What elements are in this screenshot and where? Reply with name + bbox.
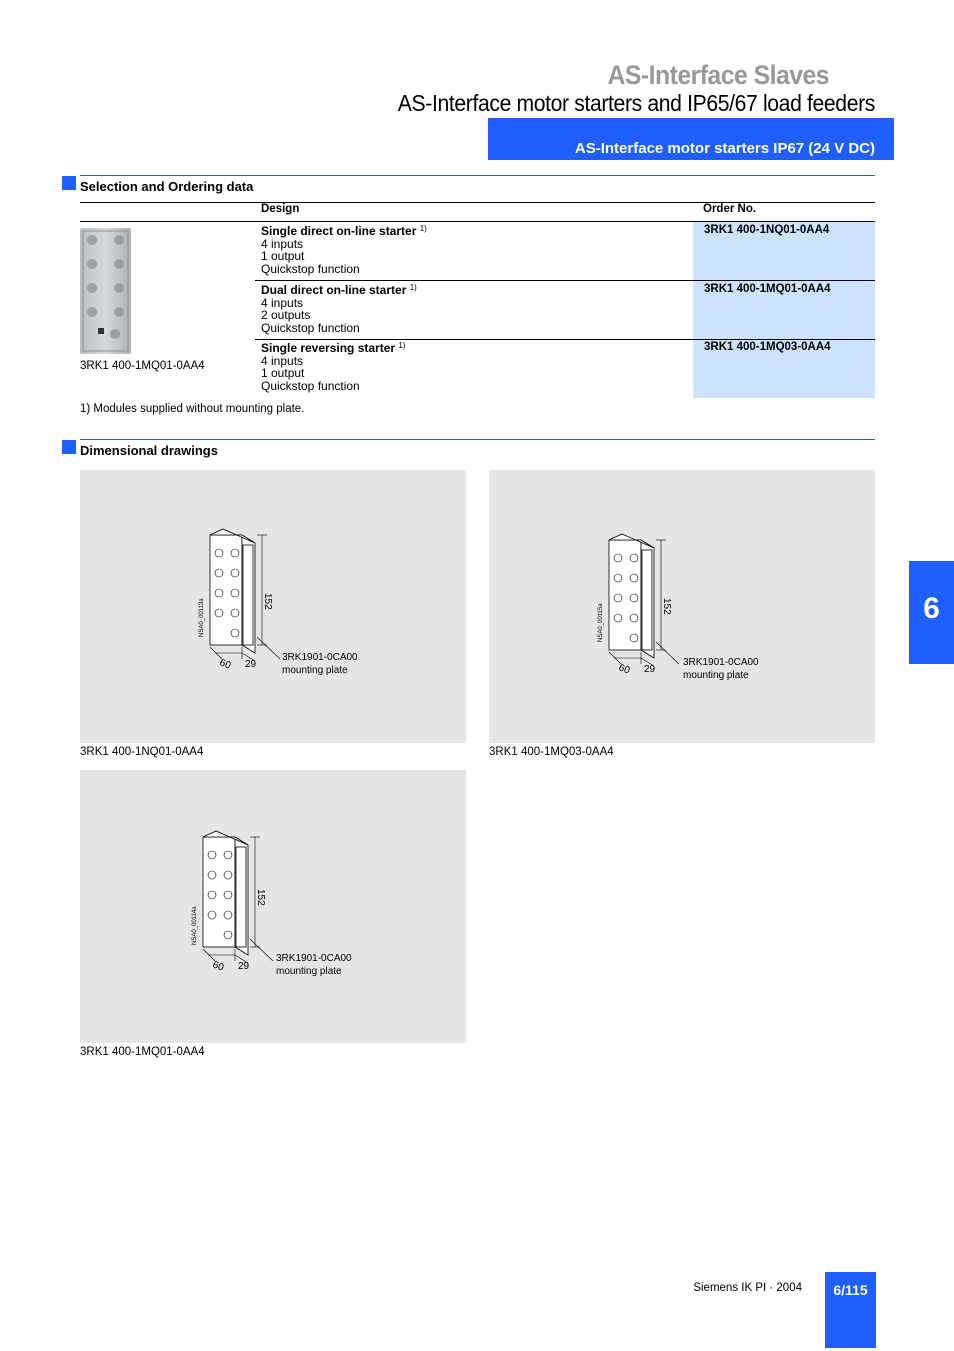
footnote-ref: 1) — [419, 224, 427, 233]
plate-code: 3RK1901-0CA00 — [683, 657, 759, 668]
plate-code: 3RK1901-0CA00 — [282, 652, 358, 663]
drawing-code: NSA0_00113a — [199, 598, 205, 637]
page-subtitle: AS-Interface motor starters and IP65/67 load feeders — [397, 90, 875, 116]
drawing-panel — [80, 770, 466, 1043]
dimensional-drawing — [188, 827, 388, 987]
plate-label: mounting plate — [276, 966, 342, 977]
section-rule — [80, 175, 875, 176]
design-line: 1 output — [261, 366, 305, 381]
dimensional-title: Dimensional drawings — [80, 443, 218, 458]
footnote: 1) Modules supplied without mounting plate. — [80, 403, 305, 415]
footnote-ref: 1) — [409, 283, 417, 292]
dimension-depth: 29 — [245, 659, 257, 670]
drawing-caption: 3RK1 400-1MQ03-0AA4 — [489, 746, 614, 758]
page-title: AS-Interface Slaves — [607, 60, 829, 90]
dimension-height: 152 — [262, 593, 273, 610]
dimension-depth: 29 — [644, 664, 656, 675]
dimension-width: 60 — [616, 662, 632, 677]
design-line: 4 inputs — [261, 236, 304, 251]
dimensional-drawing — [195, 525, 395, 685]
order-number: 3RK1 400-1MQ03-0AA4 — [704, 341, 831, 353]
section-marker — [62, 176, 76, 190]
footnote-ref: 1) — [398, 341, 406, 350]
footer-publisher: Siemens IK PI · 2004 — [693, 1282, 802, 1294]
product-photo — [80, 228, 131, 354]
product-photo-image — [80, 228, 131, 354]
design-name: Single reversing starter — [261, 341, 396, 355]
design-line: Quickstop function — [261, 320, 360, 335]
section-banner-text: AS-Interface motor starters IP67 (24 V DC) — [574, 140, 875, 157]
order-column-highlight — [693, 222, 875, 398]
plate-label: mounting plate — [683, 670, 749, 681]
section-rule — [80, 439, 875, 440]
dimension-height: 152 — [661, 598, 672, 615]
plate-code: 3RK1901-0CA00 — [276, 953, 352, 964]
design-cell — [261, 223, 427, 275]
drawing-panel — [80, 470, 466, 743]
dimensional-drawing — [594, 530, 794, 690]
chapter-tab-label: 6 — [923, 592, 940, 625]
drawing-code: NSA0_00114a — [192, 906, 198, 945]
design-cell — [261, 282, 417, 334]
section-marker — [62, 440, 76, 454]
row-rule — [255, 280, 875, 281]
dimension-height: 152 — [255, 889, 266, 906]
design-name: Single direct on-line starter — [261, 224, 417, 238]
design-line: 4 inputs — [261, 353, 304, 368]
photo-caption: 3RK1 400-1MQ01-0AA4 — [80, 360, 205, 372]
order-number: 3RK1 400-1MQ01-0AA4 — [704, 283, 831, 295]
drawing-code: NSA0_00115a — [598, 603, 604, 642]
drawing-caption: 3RK1 400-1NQ01-0AA4 — [80, 746, 204, 758]
design-line: 2 outputs — [261, 308, 311, 323]
order-number: 3RK1 400-1NQ01-0AA4 — [704, 224, 830, 236]
design-line: 4 inputs — [261, 295, 304, 310]
design-line: Quickstop function — [261, 378, 360, 393]
dimension-width: 60 — [217, 657, 233, 672]
design-line: 1 output — [261, 249, 305, 264]
design-line: Quickstop function — [261, 261, 360, 276]
dimension-width: 60 — [210, 959, 226, 974]
drawing-caption: 3RK1 400-1MQ01-0AA4 — [80, 1046, 205, 1058]
column-header-order: Order No. — [703, 203, 757, 215]
column-header-design: Design — [261, 203, 300, 215]
design-name: Dual direct on-line starter — [261, 283, 407, 297]
design-cell — [261, 340, 406, 392]
page-number: 6/115 — [833, 1282, 868, 1298]
dimension-depth: 29 — [238, 961, 250, 972]
plate-label: mounting plate — [282, 665, 348, 676]
selection-title: Selection and Ordering data — [80, 179, 254, 194]
drawing-panel — [489, 470, 875, 743]
